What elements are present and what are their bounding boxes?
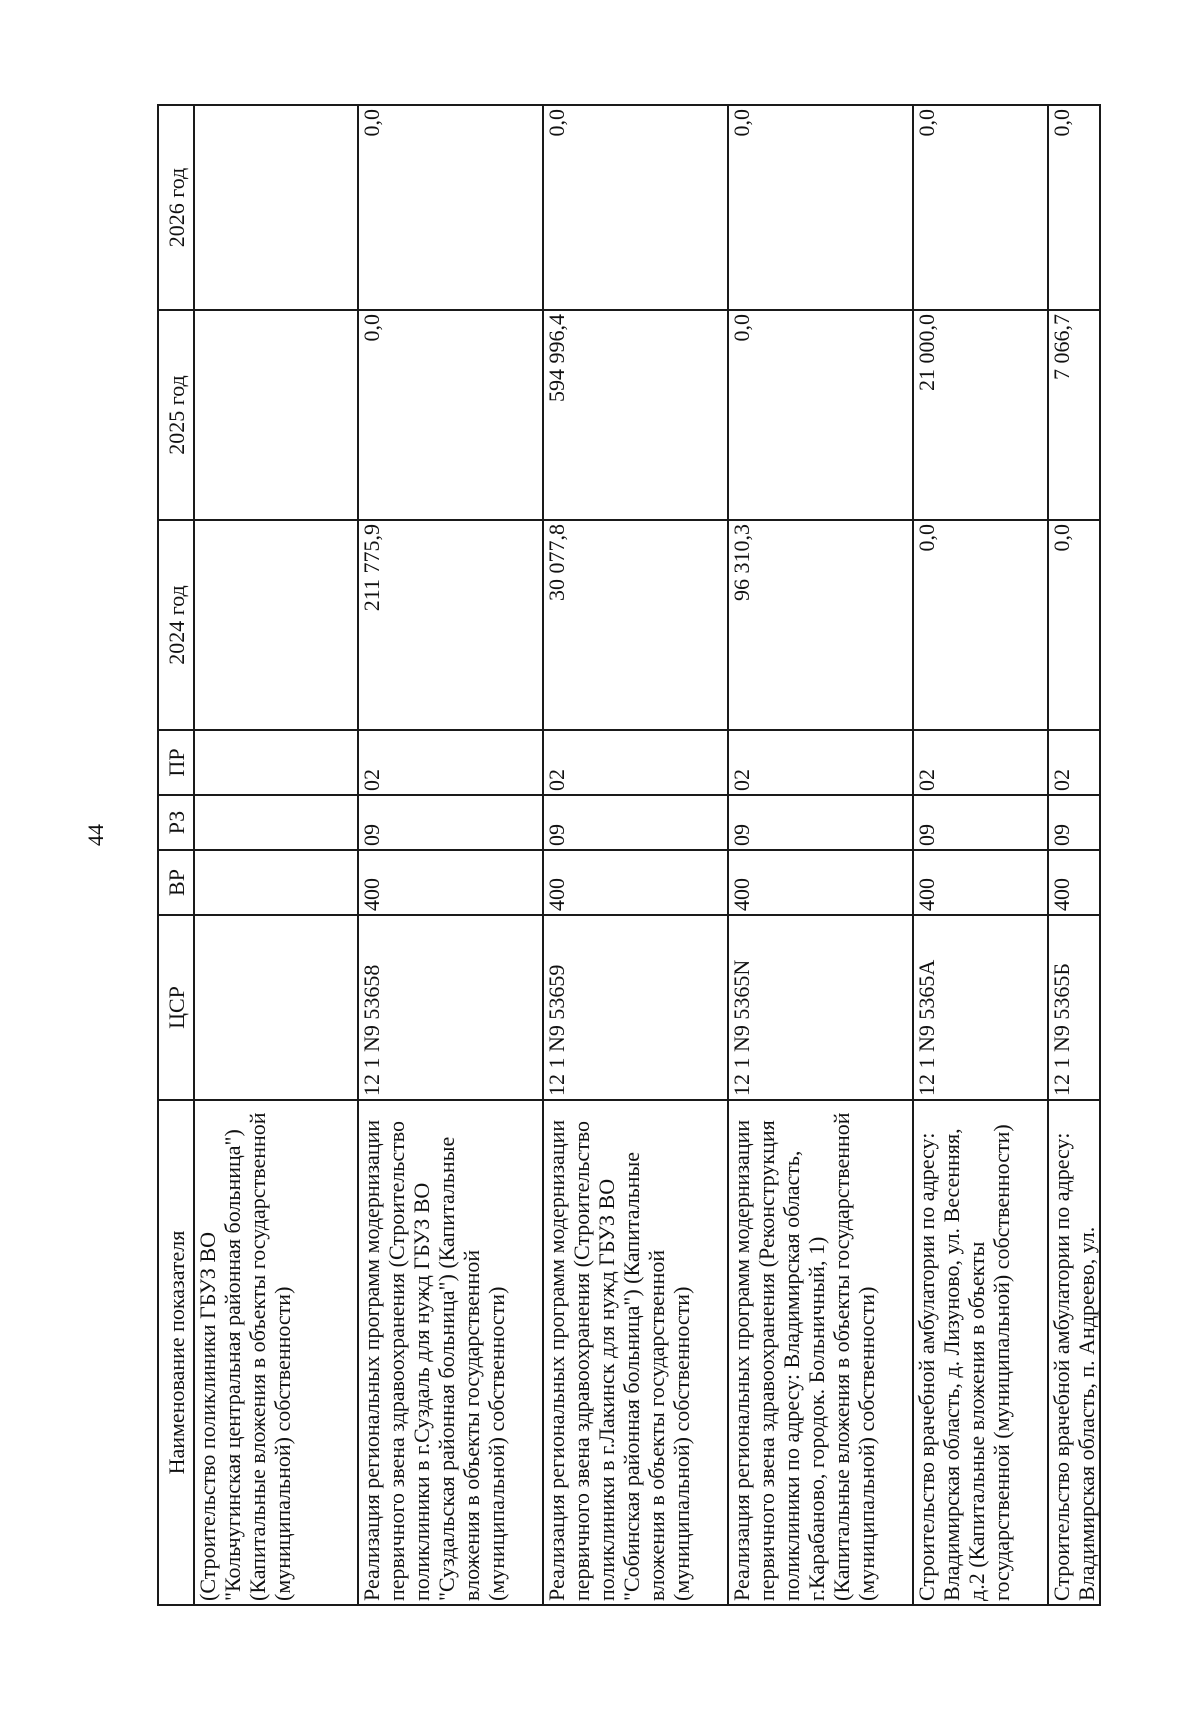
cell-2026: 0,0	[543, 105, 728, 310]
cell-vr: 400	[913, 850, 1048, 915]
cell-2026: 0,0	[358, 105, 543, 310]
cell-pr: 02	[1048, 730, 1100, 795]
cell-pr: 02	[728, 730, 913, 795]
cell-pr	[194, 730, 358, 795]
header-2026: 2026 год	[158, 105, 194, 310]
cell-csr: 12 1 N9 5365Б	[1048, 915, 1100, 1100]
cell-pr: 02	[543, 730, 728, 795]
table-row	[913, 105, 1048, 1605]
cell-2026: 0,0	[913, 105, 1048, 310]
header-pr: ПР	[158, 730, 194, 795]
cell-vr: 400	[543, 850, 728, 915]
table-row	[358, 105, 543, 1605]
cell-csr: 12 1 N9 53659	[543, 915, 728, 1100]
header-2025: 2025 год	[158, 310, 194, 520]
cell-csr: 12 1 N9 53658	[358, 915, 543, 1100]
cell-rz: 09	[728, 795, 913, 850]
cell-2025: 7 066,7	[1048, 310, 1100, 520]
cell-2024: 211 775,9	[358, 520, 543, 730]
header-rz: РЗ	[158, 795, 194, 850]
header-vr: ВР	[158, 850, 194, 915]
cell-pr: 02	[913, 730, 1048, 795]
cell-rz: 09	[913, 795, 1048, 850]
table-row	[543, 105, 728, 1605]
cell-rz: 09	[1048, 795, 1100, 850]
table-row	[194, 105, 358, 1605]
cell-name: Строительство врачебной амбулатории по адресу: Владимирская область, п. Андреево, ул.	[1048, 1100, 1100, 1605]
cell-vr	[194, 850, 358, 915]
header-name: Наименование показателя	[158, 1100, 194, 1605]
table-row	[728, 105, 913, 1605]
cell-vr: 400	[728, 850, 913, 915]
cell-2025: 0,0	[358, 310, 543, 520]
budget-table-container	[157, 106, 1099, 1606]
header-2024: 2024 год	[158, 520, 194, 730]
cell-pr: 02	[358, 730, 543, 795]
cell-csr	[194, 915, 358, 1100]
cell-2024	[194, 520, 358, 730]
cell-2026: 0,0	[728, 105, 913, 310]
cell-2025: 21 000,0	[913, 310, 1048, 520]
cell-2025: 594 996,4	[543, 310, 728, 520]
cell-rz	[194, 795, 358, 850]
cell-vr: 400	[1048, 850, 1100, 915]
cell-rz: 09	[543, 795, 728, 850]
cell-name: Реализация региональных программ модернизации первичного звена здравоохранения (Строительство поликлиники в г.Суздаль для нужд ГБУЗ ВО "Суздальская районная больница") (Капитальные вложения в объекты государственной (муниципальной) собственности)	[358, 1100, 543, 1605]
cell-rz: 09	[358, 795, 543, 850]
cell-name: (Строительство поликлиники ГБУЗ ВО "Кольчугинская центральная районная больница") (Капитальные вложения в объекты государственной (муниципальной) собственности)	[194, 1100, 358, 1605]
cell-2026	[194, 105, 358, 310]
cell-name: Строительство врачебной амбулатории по адресу: Владимирская область, д. Лизуново, ул. Весенняя, д.2 (Капитальные вложения в объекты государственной (муниципальной) собственности)	[913, 1100, 1048, 1605]
cell-csr: 12 1 N9 5365N	[728, 915, 913, 1100]
cell-csr: 12 1 N9 5365A	[913, 915, 1048, 1100]
cell-2024: 30 077,8	[543, 520, 728, 730]
cell-name: Реализация региональных программ модернизации первичного звена здравоохранения (Реконструкция поликлиники по адресу: Владимирская область, г.Карабаново, городок. Больничный, 1) (Капитальные вложения в объекты государственной (муниципальной) собственности)	[728, 1100, 913, 1605]
cell-2025: 0,0	[728, 310, 913, 520]
cell-vr: 400	[358, 850, 543, 915]
cell-2026: 0,0	[1048, 105, 1100, 310]
table-row	[1048, 105, 1100, 1605]
cell-2024: 96 310,3	[728, 520, 913, 730]
page-number: 44	[83, 824, 108, 846]
cell-name: Реализация региональных программ модернизации первичного звена здравоохранения (Строительство поликлиники в г.Лакинск для нужд ГБУЗ ВО "Собинская районная больница") (Капитальные вложения в объекты государственной (муниципальной) собственности)	[543, 1100, 728, 1605]
header-csr: ЦСР	[158, 915, 194, 1100]
cell-2025	[194, 310, 358, 520]
cell-2024: 0,0	[1048, 520, 1100, 730]
table-header	[158, 105, 194, 1605]
cell-2024: 0,0	[913, 520, 1048, 730]
budget-table	[157, 104, 1101, 1606]
